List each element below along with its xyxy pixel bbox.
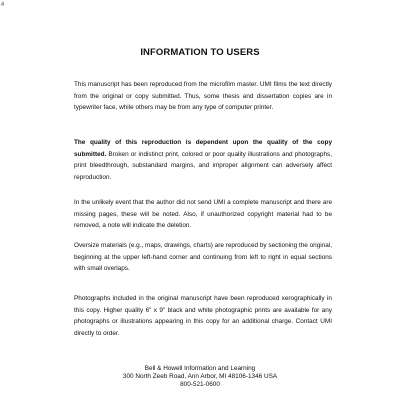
paragraph-quality-notice xyxy=(74,137,332,183)
publisher-name: Bell & Howell Information and Learning xyxy=(144,365,256,372)
page-title: INFORMATION TO USERS xyxy=(140,47,260,58)
corner-mark: # xyxy=(1,2,5,8)
paragraph-microfilm-notice: This manuscript has been reproduced from the microfilm master. UMI films the text directly from the original or copy submitted. Thus, some thesis and dissertation copies are in typewriter face, while others may be from any type of computer printer. xyxy=(74,81,332,112)
paragraph-oversize-notice: Oversize materials (e.g., maps, drawings, charts) are reproduced by sectioning the original, beginning at the upper left-hand corner and continuing from left to right in equal sections with small overlaps. xyxy=(74,242,332,273)
paragraph-missing-pages-notice: In the unlikely event that the author did not send UMI a complete manuscript and there are missing pages, these will be noted. Also, if unauthorized copyright material had to be removed, a note will indicate the deletion. xyxy=(74,199,332,230)
publisher-phone: 800-521-0600 xyxy=(180,381,220,389)
quality-notice-bold: The quality of this reproduction is dependent upon the quality of the copy submitted. xyxy=(74,139,332,158)
paragraph-photographs-notice: Photographs included in the original manuscript have been reproduced xerographically in this copy. Higher quality 6" x 9" black and white photographic prints are available for any photographs or illustrations appearing in this copy for an additional charge. Contact UMI directly to order. xyxy=(74,295,332,337)
publisher-address: 300 North Zeeb Road, Ann Arbor, MI 48106-1346 USA xyxy=(122,373,278,381)
quality-notice-rest: Broken or indistinct print, colored or poor quality illustrations and photographs, print bleedthrough, substandard margins, and improper alignment can adversely affect reproduction. xyxy=(74,150,332,181)
publisher-footer xyxy=(0,365,400,390)
